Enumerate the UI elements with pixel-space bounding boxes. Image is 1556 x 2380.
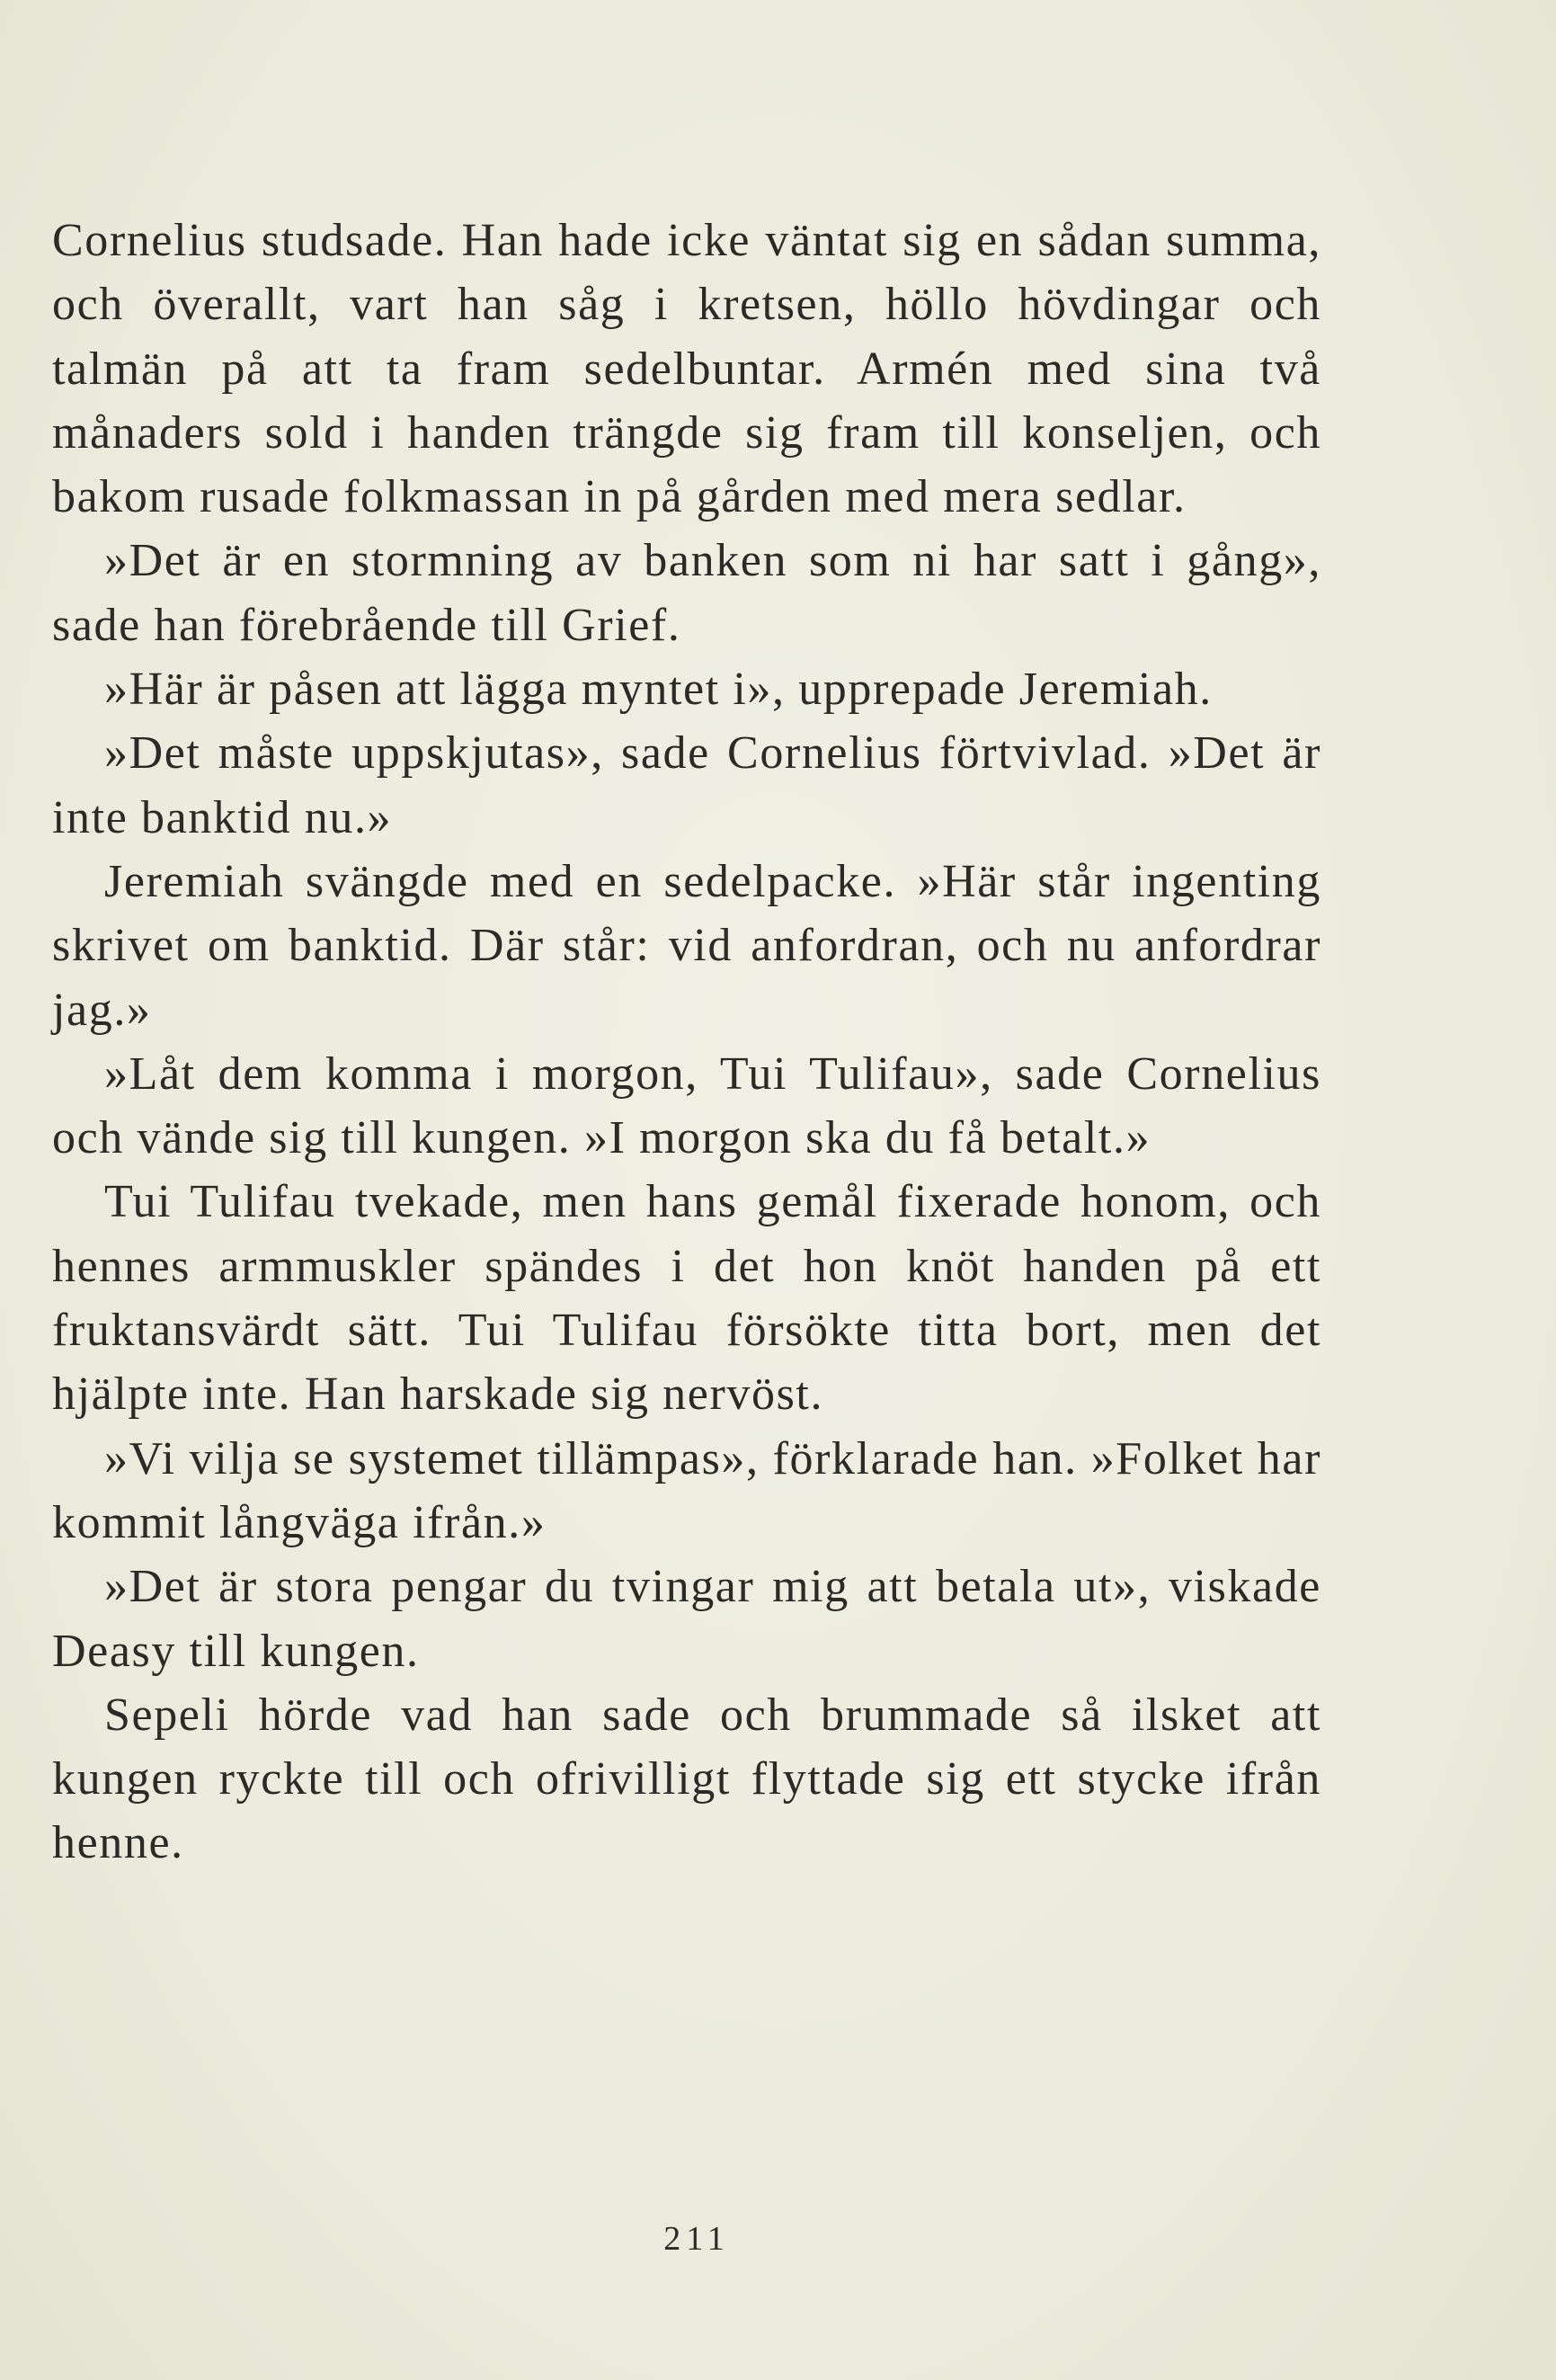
paragraph-3: »Här är påsen att lägga myntet i», upprepade Jeremiah. [104,664,1213,716]
body-text [52,209,1321,1876]
paragraph-1: Cornelius studsade. Han hade icke väntat sig en sådan summa, och överallt, vart han såg i kretsen, höllo hövdingar och talmän på att ta fram sedelbuntar. Armén med sina två månaders sold i handen trängde sig fram till konseljen, och bakom rusade folkmassan in på gården med mera sedlar. [52,215,1321,523]
paragraph-7: Tui Tulifau tvekade, men hans gemål fixerade honom, och hennes armmuskler spändes i det hon knöt handen på ett fruktansvärdt sätt. Tui Tulifau försökte titta bort, men det hjälpte inte. Han harskade sig nervöst. [52,1176,1321,1421]
paragraph-8: »Vi vilja se systemet tillämpas», förklarade han. »Folket har kommit långväga ifrån.» [52,1432,1321,1548]
paragraph-2: »Det är en stormning av banken som ni har satt i gång», sade han förebrående till Grief. [52,535,1321,651]
paragraph-4: »Det måste uppskjutas», sade Cornelius förtvivlad. »Det är inte banktid nu.» [52,727,1321,843]
page-number: 211 [663,2220,730,2258]
paragraph-6: »Låt dem komma i morgon, Tui Tulifau», sade Cornelius och vände sig till kungen. »I morgon ska du få betalt.» [52,1047,1321,1164]
paragraph-10: Sepeli hörde vad han sade och brummade så ilsket att kungen ryckte till och ofrivilligt flyttade sig ett stycke ifrån henne. [52,1689,1321,1869]
paragraph-9: »Det är stora pengar du tvingar mig att betala ut», viskade Deasy till kungen. [52,1561,1321,1677]
paragraph-5: Jeremiah svängde med en sedelpacke. »Här står ingenting skrivet om banktid. Där står: vid anfordran, och nu anfordrar jag.» [52,855,1321,1036]
